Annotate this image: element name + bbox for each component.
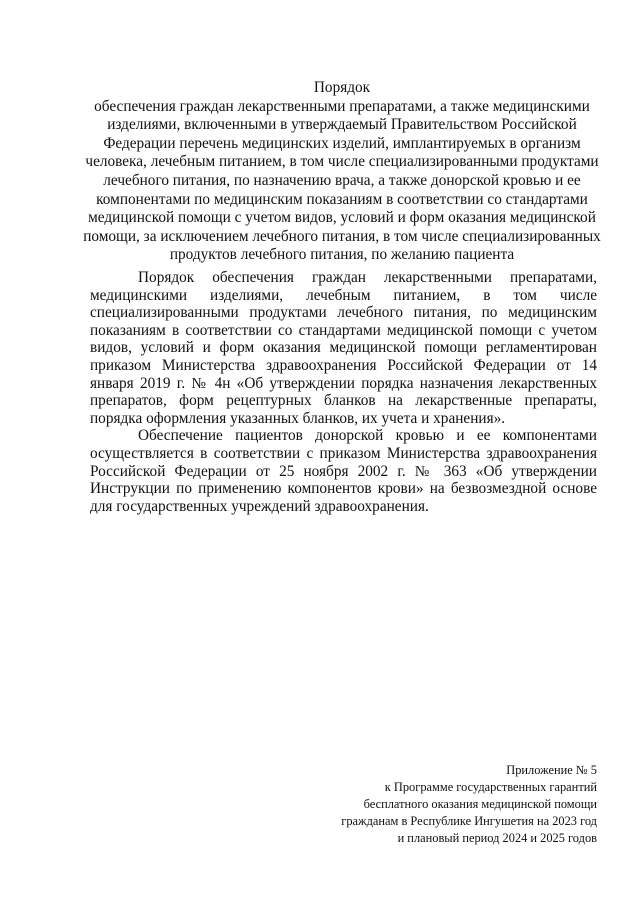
appendix-number: Приложение № 5	[506, 763, 597, 777]
appendix-line-3: бесплатного оказания медицинской помощи	[363, 796, 597, 811]
appendix-line-2: к Программе государственных гарантий	[384, 779, 597, 794]
body-paragraph-2: Обеспечение пациентов донорской кровью и ее компонентами осуществляется в соответствии с приказом Министерства здравоохранения Российской Федерации от 25 ноября 2002 г. № 363 «Об утверждении Инструкции по применению компонентов крови» на безвозмездной основе для государственных учреждений здравоохранения.	[90, 427, 597, 515]
appendix-line-5: и плановый период 2024 и 2025 годов	[397, 830, 597, 845]
heading-subtitle: обеспечения граждан лекарственными препаратами, а также медицинскими изделиями, включенными в утверждаемый Правительством Российской Федерации перечень медицинских изделий, имплантируемых в организм человека, лечебным питанием, в том числе специализированными продуктами лечебного питания, по назначению врача, а также донорской кровью и ее компонентами по медицинским показаниям в соответствии со стандартами медицинской помощи с учетом видов, условий и форм оказания медицинской помощи, за исключением лечебного питания, в том числе специализированных продуктов лечебного питания, по желанию пациента	[83, 97, 601, 264]
body-paragraph-1: Порядок обеспечения граждан лекарственными препаратами, медицинскими изделиями, лечебным питанием, в том числе специализированными продуктами лечебного питания, по медицинским показаниям в соответствии со стандартами медицинской помощи с учетом видов, условий и форм оказания медицинской помощи регламентирован приказом Министерства здравоохранения Российской Федерации от 14 января 2019 г. № 4н «Об утверждении порядка назначения лекарственных препаратов, форм рецептурных бланков на лекарственные препараты, порядка оформления указанных бланков, их учета и хранения».	[90, 269, 597, 427]
appendix-header	[277, 762, 597, 847]
document-body	[90, 269, 597, 515]
document-heading	[80, 79, 604, 265]
heading-title: Порядок	[313, 79, 371, 96]
appendix-line-4: гражданам в Республике Ингушетия на 2023 год	[341, 813, 597, 828]
